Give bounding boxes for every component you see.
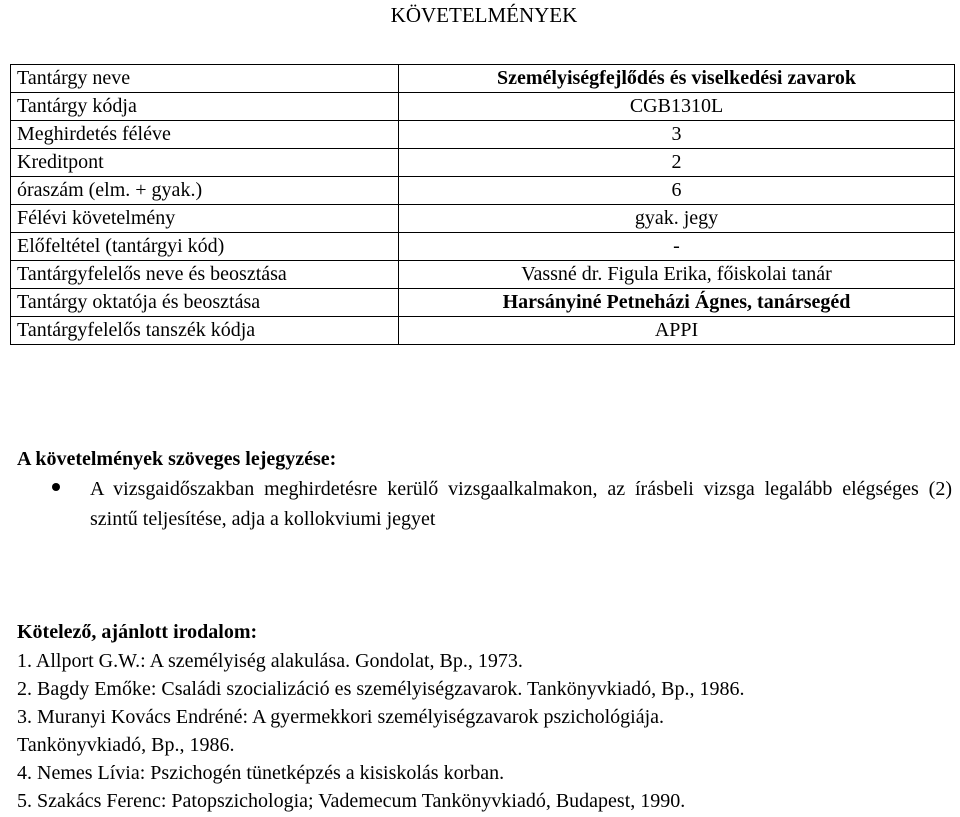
row-value: Harsányiné Petneházi Ágnes, tanársegéd	[399, 289, 955, 317]
list-item: 1. Allport G.W.: A személyiség alakulása. Gondolat, Bp., 1973.	[17, 650, 523, 672]
list-item: 5. Szakács Ferenc: Patopszichologia; Vademecum Tankönyvkiadó, Budapest, 1990.	[17, 790, 686, 812]
row-label: Tantárgy neve	[11, 65, 399, 93]
table-row	[11, 233, 955, 261]
table-row	[11, 177, 955, 205]
table-row	[11, 65, 955, 93]
row-value: 6	[399, 177, 955, 205]
row-label: Kreditpont	[11, 149, 399, 177]
row-label: Félévi követelmény	[11, 205, 399, 233]
list-item: Tankönyvkiadó, Bp., 1986.	[17, 734, 235, 756]
row-value: Vassné dr. Figula Erika, főiskolai tanár	[399, 261, 955, 289]
row-value: gyak. jegy	[399, 205, 955, 233]
page-title: KÖVETELMÉNYEK	[390, 3, 578, 27]
table-row	[11, 149, 955, 177]
table-row	[11, 93, 955, 121]
row-value: -	[399, 233, 955, 261]
list-item: 3. Muranyi Kovács Endréné: A gyermekkori személyiségzavarok pszichológiája.	[17, 706, 665, 728]
requirements-heading: A követelmények szöveges lejegyzése:	[17, 448, 337, 470]
table-row	[11, 205, 955, 233]
row-label: Meghirdetés féléve	[11, 121, 399, 149]
row-label: Tantárgy kódja	[11, 93, 399, 121]
table-row	[11, 317, 955, 345]
row-label: Előfeltétel (tantárgyi kód)	[11, 233, 399, 261]
requirements-bullet-list	[52, 474, 952, 534]
table-row	[11, 121, 955, 149]
bullet-icon	[52, 483, 60, 491]
literature-heading: Kötelező, ajánlott irodalom:	[17, 621, 258, 643]
requirements-bullet-text: A vizsgaidőszakban meghirdetésre kerülő vizsgaalkalmakon, az írásbeli vizsga legalább elégséges (2) szintű teljesítése, adja a kollokviumi jegyet	[90, 478, 952, 530]
row-value: 3	[399, 121, 955, 149]
row-value: Személyiségfejlődés és viselkedési zavarok	[399, 65, 955, 93]
row-label: óraszám (elm. + gyak.)	[11, 177, 399, 205]
list-item: 2. Bagdy Emőke: Családi szocializáció es személyiségzavarok. Tankönyvkiadó, Bp., 1986.	[17, 678, 745, 700]
list-item: 4. Nemes Lívia: Pszichogén tünetképzés a kisiskolás korban.	[17, 762, 505, 784]
row-value: 2	[399, 149, 955, 177]
requirements-table-body	[11, 65, 955, 345]
row-label: Tantárgyfelelős tanszék kódja	[11, 317, 399, 345]
row-label: Tantárgy oktatója és beosztása	[11, 289, 399, 317]
table-row	[11, 289, 955, 317]
literature-list	[17, 647, 947, 815]
row-label: Tantárgyfelelős neve és beosztása	[11, 261, 399, 289]
row-value: APPI	[399, 317, 955, 345]
requirements-table	[10, 64, 955, 345]
row-value: CGB1310L	[399, 93, 955, 121]
table-row	[11, 261, 955, 289]
